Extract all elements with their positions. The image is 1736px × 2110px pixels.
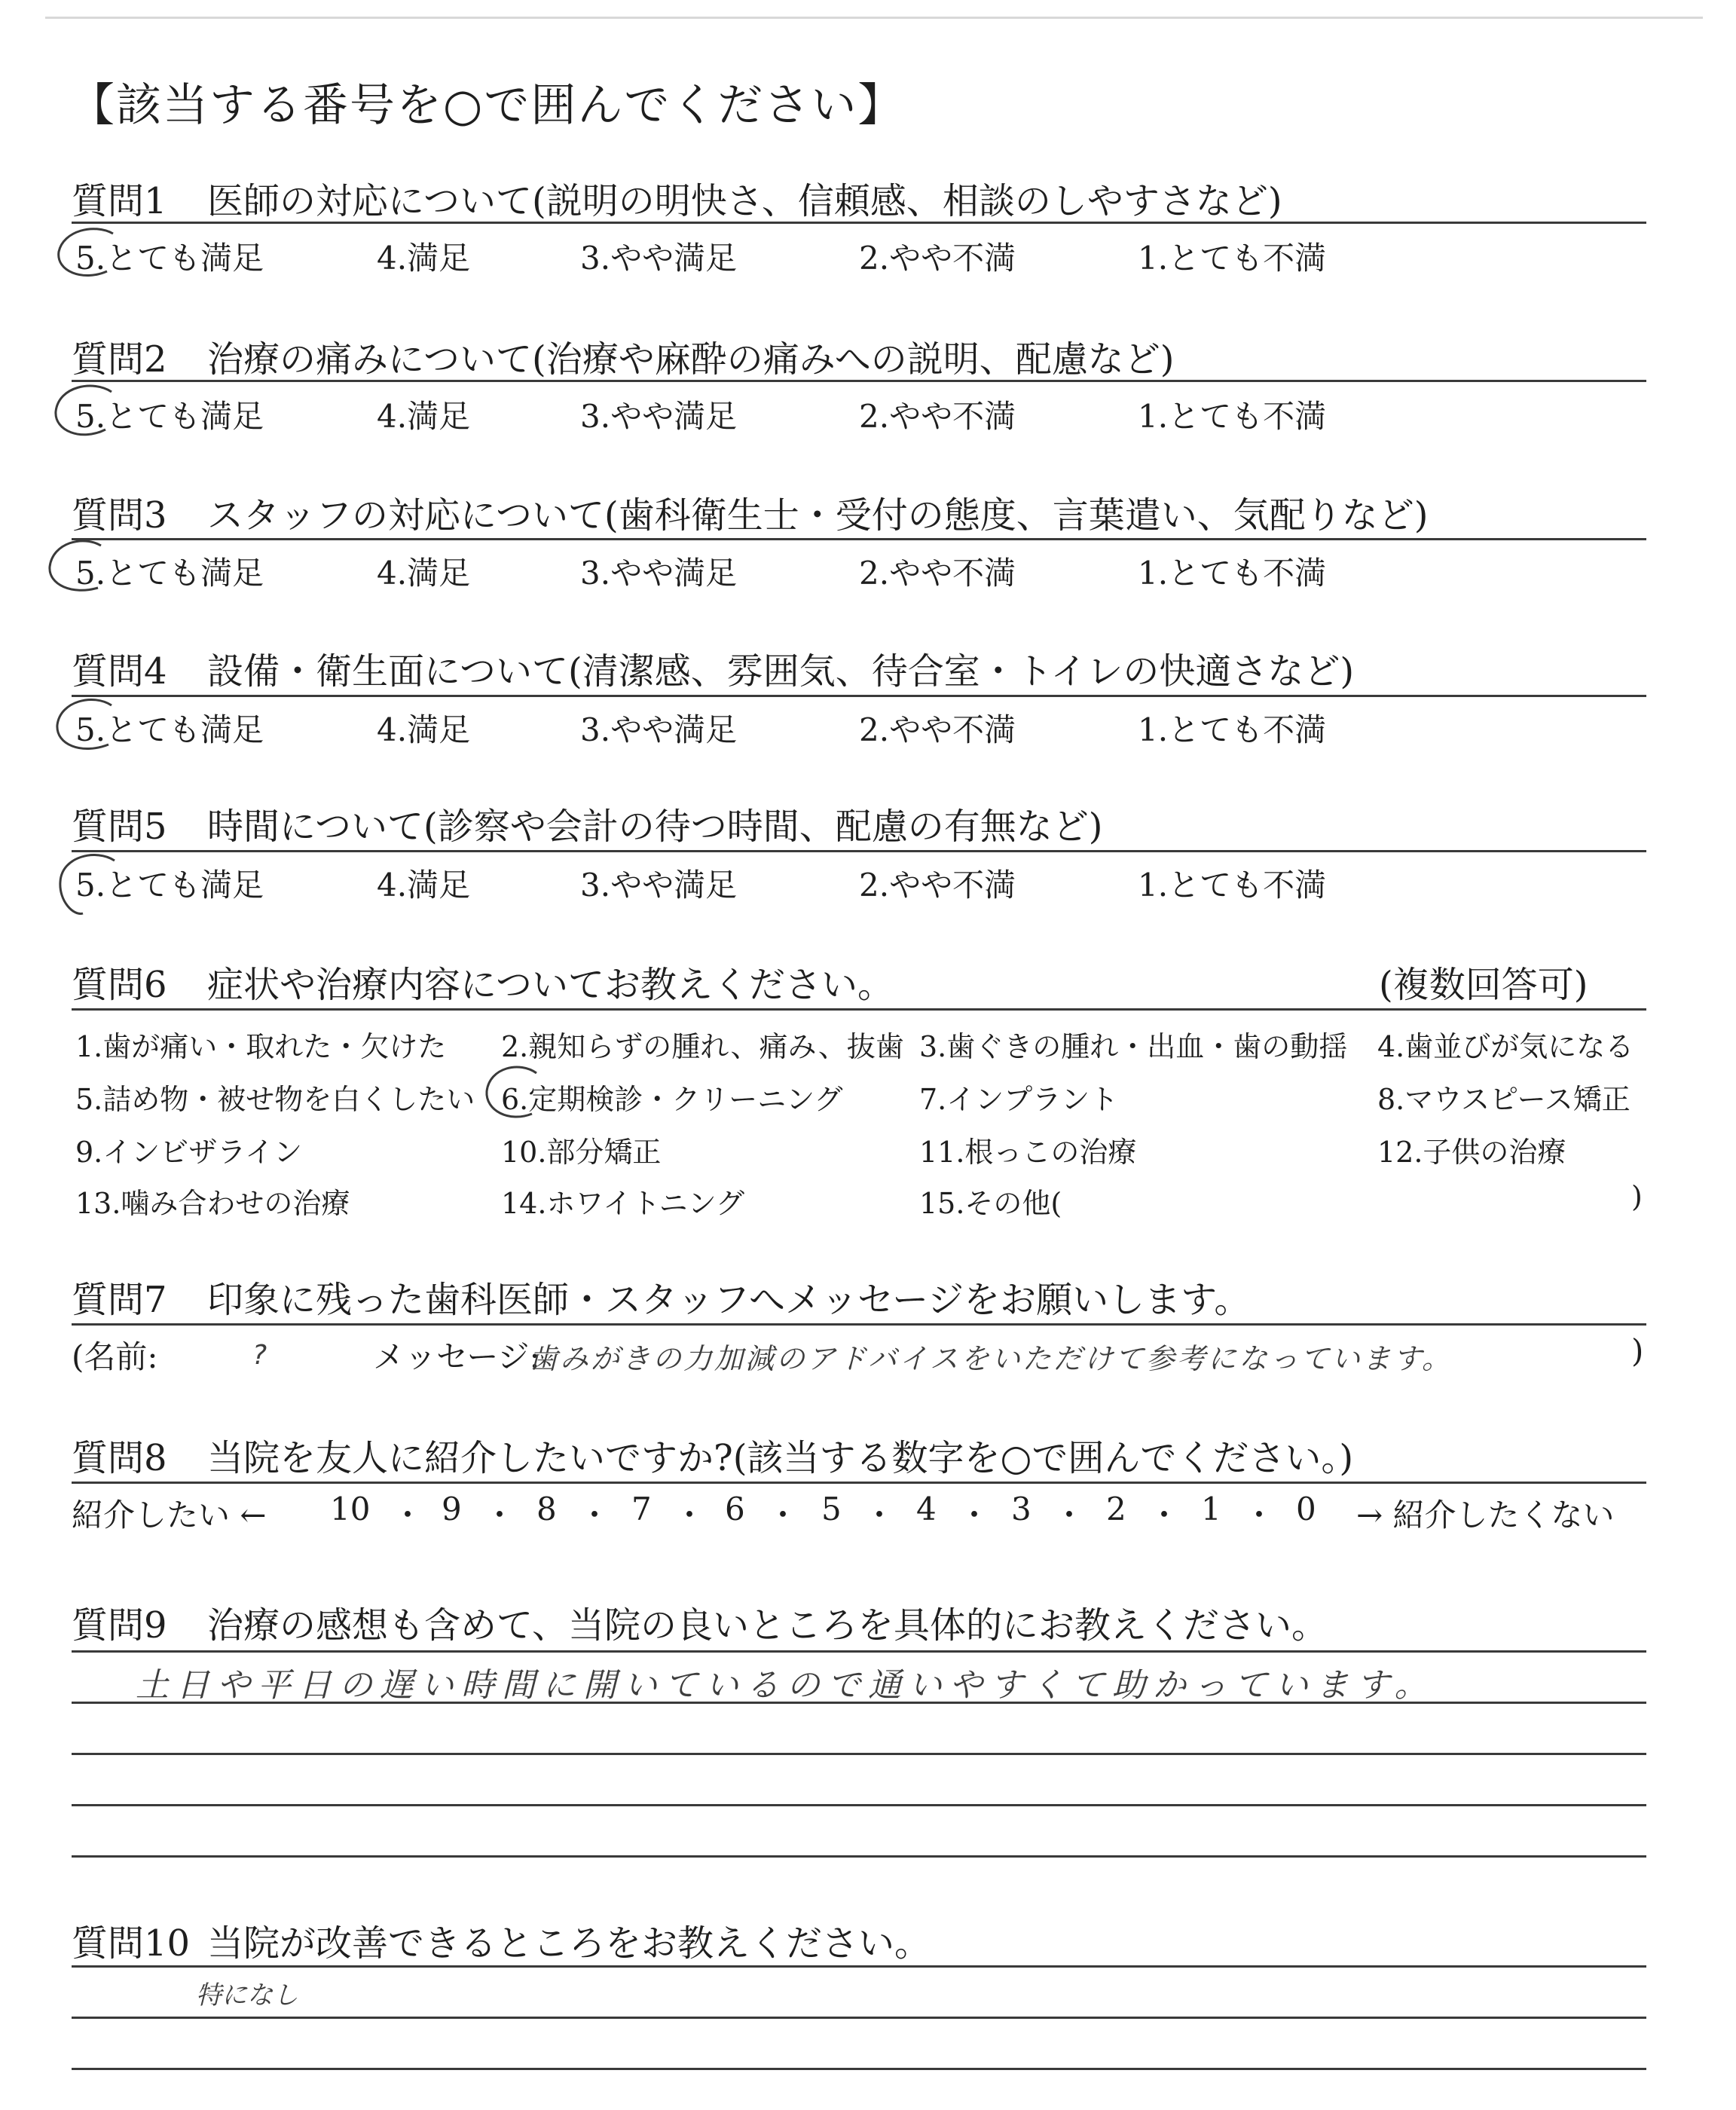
question-6-label: 質問6: [72, 964, 167, 1006]
q8-scale-dot: ・: [958, 1497, 991, 1534]
q7-message-value[interactable]: 歯みがきの力加減のアドバイスをいただけて参考になっています。: [529, 1342, 1453, 1375]
q6-option-7[interactable]: 7.インプラント: [919, 1083, 1119, 1116]
question-10-text: 当院が改善できるところをお教えください。: [207, 1922, 931, 1965]
q7-message-label: メッセージ:: [373, 1338, 540, 1375]
question-3-rule: [72, 538, 1646, 540]
q6-option-2[interactable]: 2.親知らずの腫れ、痛み、抜歯: [501, 1030, 904, 1063]
question-5-label: 質問5: [72, 806, 167, 848]
question-7-label: 質問7: [72, 1279, 167, 1321]
q2-handdrawn-circle-mark: [50, 381, 125, 445]
q6-option-4[interactable]: 4.歯並びが気になる: [1377, 1030, 1634, 1063]
q8-scale-dot: ・: [579, 1497, 611, 1534]
q8-scale-dot: ・: [1053, 1497, 1086, 1534]
question-1-rule: [72, 222, 1646, 224]
q5-option-1[interactable]: 1.とても不満: [1138, 867, 1327, 904]
question-5-rule: [72, 850, 1646, 852]
q2-option-5[interactable]: 5.とても満足: [75, 398, 264, 435]
page-top-edge: [45, 17, 1703, 19]
q1-option-3[interactable]: 3.やや満足: [580, 240, 738, 277]
q2-option-2[interactable]: 2.やや不満: [859, 398, 1016, 435]
q4-handdrawn-circle-mark: [51, 695, 127, 758]
q5-option-3[interactable]: 3.やや満足: [580, 867, 738, 904]
q4-option-1[interactable]: 1.とても不満: [1138, 711, 1327, 748]
q8-scale-dot: ・: [767, 1497, 799, 1534]
q1-option-1[interactable]: 1.とても不満: [1138, 240, 1327, 277]
q8-scale-8[interactable]: 8: [536, 1491, 557, 1527]
question-8-rule: [72, 1482, 1646, 1484]
q10-answer-line: [72, 2017, 1646, 2019]
q8-scale-6[interactable]: 6: [725, 1491, 745, 1527]
q7-name-value[interactable]: ?: [252, 1340, 267, 1371]
question-5-text: 時間について(診察や会計の待つ時間、配慮の有無など): [207, 806, 1103, 848]
q1-handdrawn-circle-mark: [53, 225, 128, 285]
q3-option-1[interactable]: 1.とても不満: [1138, 555, 1327, 592]
q6-option-13[interactable]: 13.噛み合わせの治療: [75, 1187, 350, 1220]
q3-option-4[interactable]: 4.満足: [377, 555, 471, 592]
q8-scale-dot: ・: [1148, 1497, 1181, 1534]
q8-right-label: → 紹介したくない: [1356, 1497, 1615, 1534]
q5-handdrawn-circle-mark: [53, 849, 128, 921]
question-6-text: 症状や治療内容についてお教えください。: [207, 964, 894, 1006]
q3-handdrawn-circle-mark: [45, 535, 121, 598]
question-3-label: 質問3: [72, 494, 167, 537]
question-4-text: 設備・衛生面について(清潔感、雰囲気、待合室・トイレの快適さなど): [207, 650, 1355, 693]
q1-option-5[interactable]: 5.とても満足: [75, 240, 264, 277]
question-9-label: 質問9: [72, 1604, 167, 1647]
q6-handdrawn-circle-mark: [479, 1061, 547, 1129]
question-1-label: 質問1: [72, 180, 167, 222]
q6-option-1[interactable]: 1.歯が痛い・取れた・欠けた: [75, 1030, 447, 1063]
q8-scale-dot: ・: [674, 1497, 706, 1534]
question-8-label: 質問8: [72, 1437, 167, 1479]
q8-scale-0[interactable]: 0: [1296, 1491, 1316, 1527]
q8-scale-4[interactable]: 4: [916, 1491, 937, 1527]
question-10-label: 質問10: [72, 1922, 191, 1965]
q4-option-5[interactable]: 5.とても満足: [75, 711, 264, 748]
q1-option-2[interactable]: 2.やや不満: [859, 240, 1016, 277]
q3-option-3[interactable]: 3.やや満足: [580, 555, 738, 592]
q9-answer[interactable]: 土日や平日の遅い時間に開いているので通いやすくて助かっています。: [136, 1666, 1435, 1705]
q8-scale-7[interactable]: 7: [631, 1491, 652, 1527]
q10-answer-line: [72, 2068, 1646, 2070]
q7-close-paren: ): [1631, 1332, 1644, 1369]
q2-option-4[interactable]: 4.満足: [377, 398, 471, 435]
question-2-text: 治療の痛みについて(治療や麻酔の痛みへの説明、配慮など): [207, 338, 1175, 381]
q9-answer-line: [72, 1753, 1646, 1755]
q4-option-2[interactable]: 2.やや不満: [859, 711, 1016, 748]
q5-option-5[interactable]: 5.とても満足: [75, 867, 264, 904]
q7-name-label: (名前:: [72, 1338, 158, 1375]
question-4-rule: [72, 695, 1646, 697]
q6-option-9[interactable]: 9.インビザライン: [75, 1136, 303, 1169]
q6-option-6[interactable]: 6.定期検診・クリーニング: [501, 1083, 843, 1116]
question-7-text: 印象に残った歯科医師・スタッフへメッセージをお願いします。: [207, 1279, 1251, 1321]
question-2-label: 質問2: [72, 338, 167, 381]
question-3-text: スタッフの対応について(歯科衛生士・受付の態度、言葉遣い、気配りなど): [207, 494, 1429, 537]
q6-option-5[interactable]: 5.詰め物・被せ物を白くしたい: [75, 1083, 475, 1116]
question-10-rule: [72, 1965, 1646, 1968]
q2-option-3[interactable]: 3.やや満足: [580, 398, 738, 435]
q8-scale-dot: ・: [1243, 1497, 1276, 1534]
q8-left-label: 紹介したい ←: [72, 1497, 267, 1534]
form-title: 【該当する番号を○で囲んでください】: [69, 79, 905, 132]
q6-option-8[interactable]: 8.マウスピース矯正: [1377, 1083, 1631, 1116]
q3-option-2[interactable]: 2.やや不満: [859, 555, 1016, 592]
q5-option-2[interactable]: 2.やや不満: [859, 867, 1016, 904]
q9-answer-line: [72, 1855, 1646, 1858]
q8-scale-2[interactable]: 2: [1106, 1491, 1126, 1527]
q3-option-5[interactable]: 5.とても満足: [75, 555, 264, 592]
q8-scale-5[interactable]: 5: [821, 1491, 842, 1527]
q8-scale-9[interactable]: 9: [442, 1491, 462, 1527]
q4-option-4[interactable]: 4.満足: [377, 711, 471, 748]
q4-option-3[interactable]: 3.やや満足: [580, 711, 738, 748]
q8-scale-3[interactable]: 3: [1011, 1491, 1032, 1527]
q9-answer-line: [72, 1804, 1646, 1806]
q6-option-15-close-paren: ): [1631, 1180, 1643, 1213]
question-1-text: 医師の対応について(説明の明快さ、信頼感、相談のしやすさなど): [207, 180, 1282, 222]
q6-option-15[interactable]: 15.その他(: [919, 1187, 1062, 1220]
q10-answer[interactable]: 特になし: [196, 1980, 298, 2011]
q8-scale-1[interactable]: 1: [1201, 1491, 1221, 1527]
q8-scale-dot: ・: [484, 1497, 516, 1534]
q5-option-4[interactable]: 4.満足: [377, 867, 471, 904]
q6-option-11[interactable]: 11.根っこの治療: [919, 1136, 1137, 1169]
question-7-rule: [72, 1323, 1646, 1326]
question-2-rule: [72, 380, 1646, 382]
q8-scale-10[interactable]: 10: [330, 1491, 371, 1527]
question-4-label: 質問4: [72, 650, 167, 693]
q6-option-10[interactable]: 10.部分矯正: [501, 1136, 662, 1169]
question-8-text: 当院を友人に紹介したいですか?(該当する数字を○で囲んでください。): [207, 1437, 1354, 1479]
question-6-note: (複数回答可): [1379, 964, 1588, 1006]
q1-option-4[interactable]: 4.満足: [377, 240, 471, 277]
q6-option-14[interactable]: 14.ホワイトニング: [501, 1187, 745, 1220]
q6-option-12[interactable]: 12.子供の治療: [1377, 1136, 1566, 1169]
question-9-rule: [72, 1650, 1646, 1653]
question-9-text: 治療の感想も含めて、当院の良いところを具体的にお教えください。: [207, 1604, 1328, 1647]
question-6-rule: [72, 1008, 1646, 1011]
q8-scale-dot: ・: [863, 1497, 896, 1534]
q6-option-3[interactable]: 3.歯ぐきの腫れ・出血・歯の動揺: [919, 1030, 1348, 1063]
q2-option-1[interactable]: 1.とても不満: [1138, 398, 1327, 435]
q8-scale-dot: ・: [392, 1497, 424, 1534]
q9-answer-line: [72, 1702, 1646, 1704]
